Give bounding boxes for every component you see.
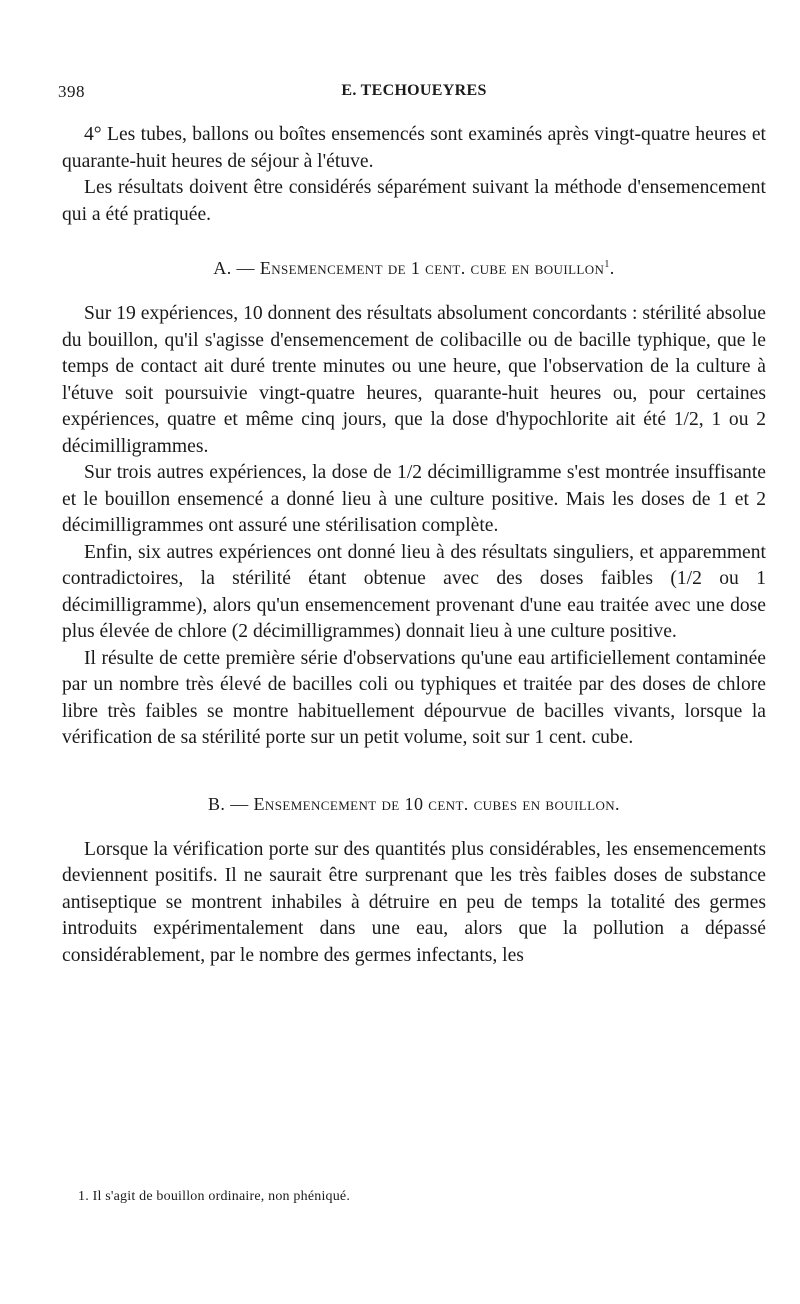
running-header	[58, 82, 766, 116]
footnote: 1. Il s'agit de bouillon ordinaire, non phéniqué.	[78, 1189, 351, 1204]
book-page	[58, 82, 766, 969]
section-heading-b: B. — Ensemencement de 10 cent. cubes en bouillon.	[208, 793, 620, 814]
section-heading-a: A. — Ensemencement de 1 cent. cube en bouillon$^1$.	[213, 258, 615, 278]
paragraph-item-4: 4° Les tubes, ballons ou boîtes ensemencés sont examinés après vingt-quatre heures et quarante-huit heures de séjour à l'étuve.	[62, 124, 766, 172]
paragraph-a-1: Sur 19 expériences, 10 donnent des résultats absolument concordants : stérilité absolue du bouillon, qu'il s'agisse d'ensemencement de colibacille ou de bacille typhique, que le temps de contact ait duré trente minutes ou une heure, que l'observation de la culture à l'étuve soit poursuivie vingt-quatre heures, quarante-huit heures ou, pour certaines expériences, quatre et même cinq jours, que la dose d'hypochlorite ait été 1/2, 1 ou 2 décimilligrammes.	[62, 303, 766, 457]
paragraph-a-3: Enfin, six autres expériences ont donné lieu à des résultats singuliers, et apparemment contradictoires, la stérilité étant obtenue avec des doses faibles (1/2 ou 1 décimilligramme), alors qu'un ensemencement provenant d'une eau traitée avec une dose plus élevée de chlore (2 décimilligrammes) donnait lieu à une culture positive.	[62, 541, 766, 642]
section-heading-a-text: A. — Ensemencement de 1 cent. cube en bouillon	[213, 258, 605, 278]
page-number: 398	[58, 82, 85, 101]
paragraph-a-2: Sur trois autres expériences, la dose de 1/2 décimilligramme s'est montrée insuffisante et le bouillon ensemencé a donné lieu à une culture positive. Mais les doses de 1 et 2 décimilligrammes ont assuré une stérilisation complète.	[62, 462, 766, 536]
paragraph-a-4: Il résulte de cette première série d'observations qu'une eau artificiellement contaminée par un nombre très élevé de bacilles coli ou typhiques et traitée par des doses de chlore libre très faibles se montre habituellement dépourvue de bacilles vivants, lorsque la vérification de sa stérilité porte sur un petit volume, soit sur 1 cent. cube.	[62, 647, 766, 748]
running-title: E. TECHOUEYRES	[341, 82, 487, 99]
paragraph-results-method: Les résultats doivent être considérés séparément suivant la méthode d'ensemencement qui a été pratiquée.	[62, 177, 766, 225]
paragraph-b-1: Lorsque la vérification porte sur des quantités plus considérables, les ensemencements deviennent positifs. Il ne saurait être surprenant que les très faibles doses de substance antiseptique se montrent inhabiles à détruire en peu de temps la totalité des germes introduits expérimentalement dans une eau, alors que la pollution a dépassé considérablement, par le nombre des germes infectants, les	[62, 838, 766, 966]
footnote-reference: 1	[604, 259, 610, 270]
